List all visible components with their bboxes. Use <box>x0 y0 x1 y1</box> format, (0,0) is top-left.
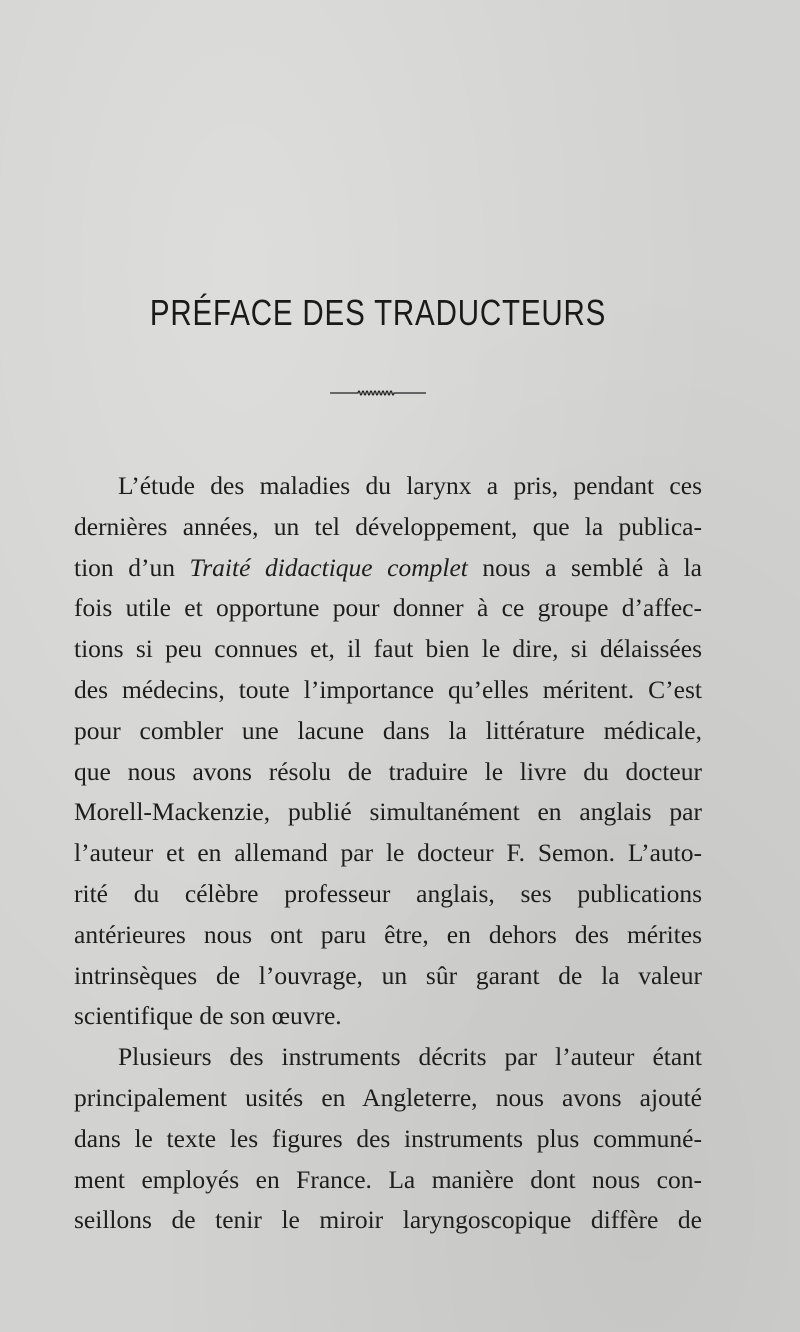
italic-title: Traité didactique complet <box>189 552 468 582</box>
text-line: tions si peu connues et, il faut bien le dire, si délaissées <box>74 634 702 664</box>
text-line: principalement usités en Angleterre, nous avons ajouté <box>74 1082 702 1112</box>
text-line: antérieures nous ont paru être, en dehors des mérites <box>74 919 702 949</box>
text-line: dernières années, un tel développement, que la publica- <box>74 511 702 541</box>
text-line: seillons de tenir le miroir laryngoscopique diffère de <box>74 1205 702 1235</box>
text-line: fois utile et opportune pour donner à ce groupe d’affec- <box>74 593 702 623</box>
text-line: scientifique de son œuvre. <box>74 1001 342 1031</box>
text-line: des médecins, toute l’importance qu’elles méritent. C’est <box>74 674 702 704</box>
page-title: PRÉFACE DES TRADUCTEURS <box>149 292 607 333</box>
text-line: L’étude des maladies du larynx a pris, pendant ces <box>118 471 702 500</box>
text-line: ment employés en France. La manière dont nous con- <box>74 1164 702 1194</box>
text-line: rité du célèbre professeur anglais, ses publications <box>74 878 702 908</box>
text-line: que nous avons résolu de traduire le livre du docteur <box>74 756 702 786</box>
text-line: intrinsèques de l’ouvrage, un sûr garant de la valeur <box>74 960 702 990</box>
text-line: l’auteur et en allemand par le docteur F. Semon. L’auto- <box>74 838 702 868</box>
text-line: pour combler une lacune dans la littérature médicale, <box>74 715 702 745</box>
ornament-divider <box>328 386 428 400</box>
preface-body <box>74 466 702 1241</box>
paragraph <box>74 466 702 1037</box>
text-line: tion d’un Traité didactique complet nous a semblé à la <box>74 552 702 582</box>
text-line: Morell-Mackenzie, publié simultanément en anglais par <box>74 797 702 827</box>
text-line: dans le texte les figures des instruments plus communé- <box>74 1123 702 1153</box>
text-line: Plusieurs des instruments décrits par l’auteur étant <box>118 1042 702 1072</box>
paragraph <box>74 1037 702 1241</box>
